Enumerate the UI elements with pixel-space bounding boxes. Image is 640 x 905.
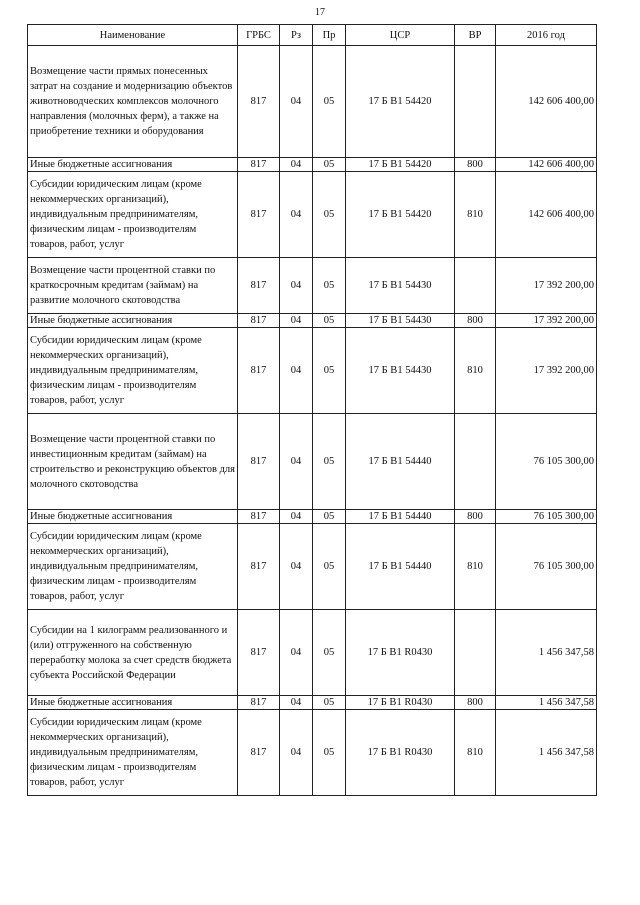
sum-cell: 76 105 300,00	[496, 510, 597, 524]
header-grbs: ГРБС	[238, 25, 280, 46]
table-row	[28, 710, 597, 796]
grbs-cell: 817	[238, 258, 280, 314]
sum-cell: 17 392 200,00	[496, 314, 597, 328]
vr-cell: 810	[455, 328, 496, 414]
csr-cell: 17 Б В1 R0430	[346, 710, 455, 796]
table-row	[28, 158, 597, 172]
grbs-cell: 817	[238, 524, 280, 610]
vr-cell	[455, 610, 496, 696]
name-cell: Иные бюджетные ассигнования	[28, 158, 238, 172]
csr-cell: 17 Б В1 54420	[346, 158, 455, 172]
sum-cell: 76 105 300,00	[496, 414, 597, 510]
table-row	[28, 510, 597, 524]
csr-cell: 17 Б В1 R0430	[346, 696, 455, 710]
grbs-cell: 817	[238, 172, 280, 258]
sum-cell: 142 606 400,00	[496, 172, 597, 258]
name-cell: Субсидии юридическим лицам (кроме некоммерческих организаций), индивидуальным предпринимателям, физическим лицам - производителям товаров, работ, услуг	[28, 710, 238, 796]
csr-cell: 17 Б В1 54440	[346, 414, 455, 510]
csr-cell: 17 Б В1 54430	[346, 314, 455, 328]
table-row	[28, 696, 597, 710]
vr-cell: 800	[455, 696, 496, 710]
vr-cell: 800	[455, 314, 496, 328]
table-row	[28, 314, 597, 328]
table-row	[28, 328, 597, 414]
grbs-cell: 817	[238, 314, 280, 328]
table-row	[28, 414, 597, 510]
pr-cell: 05	[313, 314, 346, 328]
rz-cell: 04	[280, 696, 313, 710]
pr-cell: 05	[313, 258, 346, 314]
name-cell: Возмещение части прямых понесенных затрат на создание и модернизацию объектов животноводческих комплексов молочного направления (молочных ферм), а также на приобретение техники и оборудования	[28, 46, 238, 158]
header-name: Наименование	[28, 25, 238, 46]
csr-cell: 17 Б В1 54420	[346, 172, 455, 258]
header-vr: ВР	[455, 25, 496, 46]
sum-cell: 17 392 200,00	[496, 328, 597, 414]
pr-cell: 05	[313, 524, 346, 610]
sum-cell: 17 392 200,00	[496, 258, 597, 314]
vr-cell: 810	[455, 172, 496, 258]
vr-cell: 810	[455, 524, 496, 610]
table-row	[28, 524, 597, 610]
table-header-row	[28, 25, 597, 46]
grbs-cell: 817	[238, 710, 280, 796]
sum-cell: 142 606 400,00	[496, 46, 597, 158]
vr-cell: 800	[455, 510, 496, 524]
grbs-cell: 817	[238, 46, 280, 158]
pr-cell: 05	[313, 710, 346, 796]
vr-cell: 800	[455, 158, 496, 172]
table-row	[28, 46, 597, 158]
vr-cell	[455, 258, 496, 314]
vr-cell: 810	[455, 710, 496, 796]
pr-cell: 05	[313, 328, 346, 414]
name-cell: Субсидии юридическим лицам (кроме некоммерческих организаций), индивидуальным предпринимателям, физическим лицам - производителям товаров, работ, услуг	[28, 328, 238, 414]
rz-cell: 04	[280, 414, 313, 510]
csr-cell: 17 Б В1 54440	[346, 524, 455, 610]
grbs-cell: 817	[238, 328, 280, 414]
csr-cell: 17 Б В1 54430	[346, 328, 455, 414]
header-csr: ЦСР	[346, 25, 455, 46]
grbs-cell: 817	[238, 158, 280, 172]
table-body	[28, 46, 597, 796]
rz-cell: 04	[280, 328, 313, 414]
csr-cell: 17 Б В1 54420	[346, 46, 455, 158]
vr-cell	[455, 414, 496, 510]
pr-cell: 05	[313, 696, 346, 710]
table-row	[28, 610, 597, 696]
page-number: 17	[315, 7, 325, 18]
rz-cell: 04	[280, 158, 313, 172]
pr-cell: 05	[313, 610, 346, 696]
rz-cell: 04	[280, 524, 313, 610]
rz-cell: 04	[280, 46, 313, 158]
rz-cell: 04	[280, 610, 313, 696]
name-cell: Иные бюджетные ассигнования	[28, 696, 238, 710]
rz-cell: 04	[280, 510, 313, 524]
table-row	[28, 258, 597, 314]
name-cell: Субсидии юридическим лицам (кроме некоммерческих организаций), индивидуальным предпринимателям, физическим лицам - производителям товаров, работ, услуг	[28, 172, 238, 258]
csr-cell: 17 Б В1 R0430	[346, 610, 455, 696]
name-cell: Возмещение части процентной ставки по инвестиционным кредитам (займам) на строительство и реконструкцию объектов для молочного скотоводства	[28, 414, 238, 510]
table-row	[28, 172, 597, 258]
sum-cell: 1 456 347,58	[496, 710, 597, 796]
name-cell: Субсидии на 1 килограмм реализованного и (или) отгруженного на собственную переработку молока за счет средств бюджета субъекта Российской Федерации	[28, 610, 238, 696]
pr-cell: 05	[313, 510, 346, 524]
header-pr: Пр	[313, 25, 346, 46]
sum-cell: 1 456 347,58	[496, 610, 597, 696]
pr-cell: 05	[313, 46, 346, 158]
name-cell: Возмещение части процентной ставки по краткосрочным кредитам (займам) на развитие молочного скотоводства	[28, 258, 238, 314]
rz-cell: 04	[280, 710, 313, 796]
grbs-cell: 817	[238, 610, 280, 696]
rz-cell: 04	[280, 258, 313, 314]
grbs-cell: 817	[238, 414, 280, 510]
name-cell: Иные бюджетные ассигнования	[28, 314, 238, 328]
sum-cell: 1 456 347,58	[496, 696, 597, 710]
header-rz: Рз	[280, 25, 313, 46]
budget-table	[27, 24, 597, 796]
grbs-cell: 817	[238, 696, 280, 710]
name-cell: Иные бюджетные ассигнования	[28, 510, 238, 524]
grbs-cell: 817	[238, 510, 280, 524]
sum-cell: 142 606 400,00	[496, 158, 597, 172]
header-year: 2016 год	[496, 25, 597, 46]
sum-cell: 76 105 300,00	[496, 524, 597, 610]
csr-cell: 17 Б В1 54430	[346, 258, 455, 314]
rz-cell: 04	[280, 172, 313, 258]
pr-cell: 05	[313, 172, 346, 258]
pr-cell: 05	[313, 158, 346, 172]
vr-cell	[455, 46, 496, 158]
rz-cell: 04	[280, 314, 313, 328]
name-cell: Субсидии юридическим лицам (кроме некоммерческих организаций), индивидуальным предпринимателям, физическим лицам - производителям товаров, работ, услуг	[28, 524, 238, 610]
csr-cell: 17 Б В1 54440	[346, 510, 455, 524]
pr-cell: 05	[313, 414, 346, 510]
